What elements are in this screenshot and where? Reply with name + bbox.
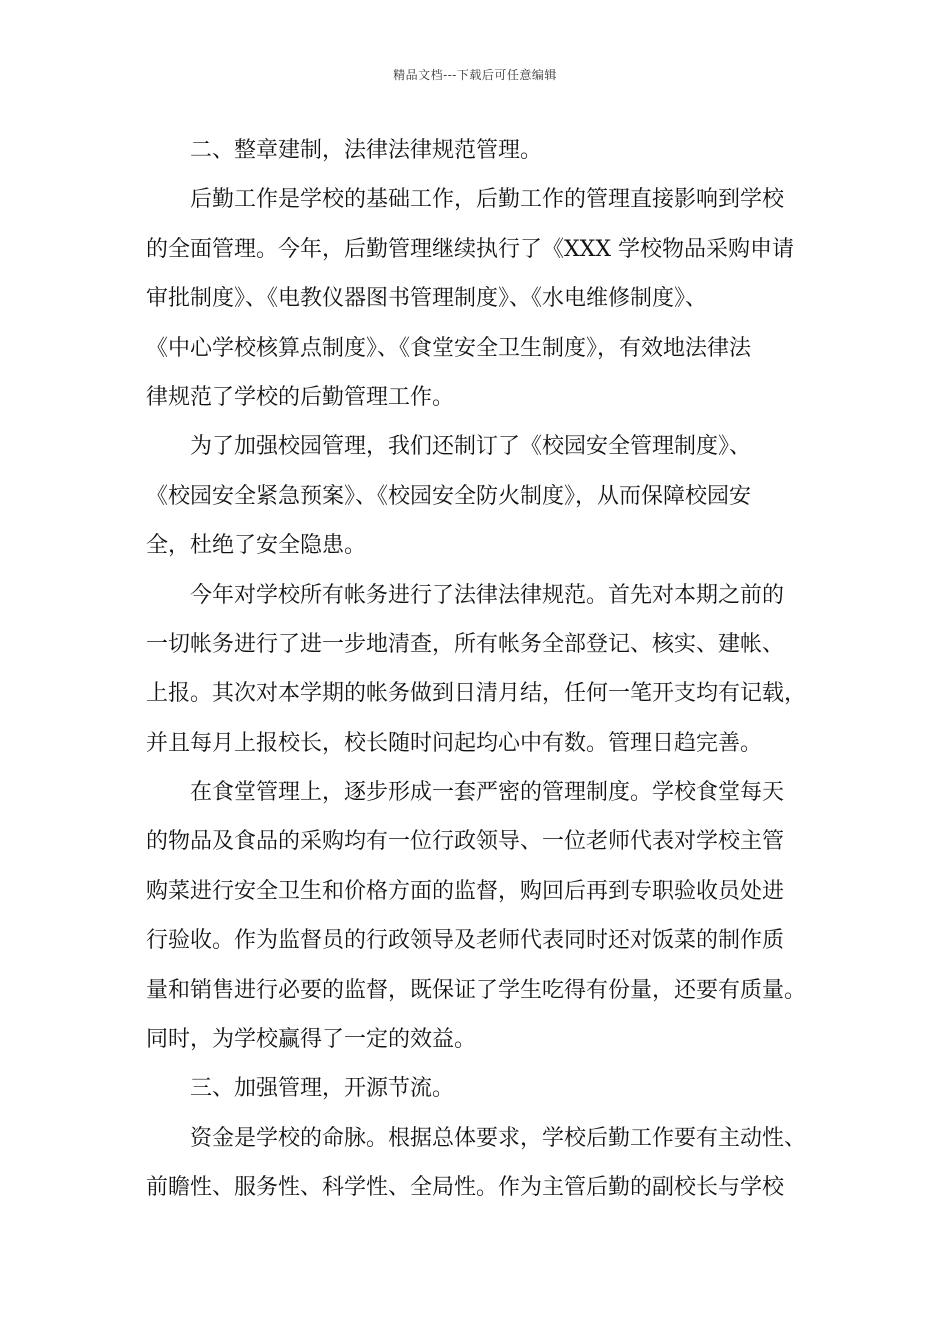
- text-line: 后勤工作是学校的基础工作，后勤工作的管理直接影响到学校: [190, 187, 785, 213]
- text-line: 今年对学校所有帐务进行了法律法律规范。首先对本期之前的: [190, 582, 785, 608]
- text-line: 在食堂管理上，逐步形成一套严密的管理制度。学校食堂每天: [190, 780, 785, 806]
- text-line: 《校园安全紧急预案》、《校园安全防火制度》，从而保障校园安: [146, 483, 752, 509]
- text-line: 《中心学校核算点制度》、《食堂安全卫生制度》，有效地法律法: [146, 335, 752, 361]
- text-line: 购菜进行安全卫生和价格方面的监督，购回后再到专职验收员处进: [146, 878, 785, 904]
- text-line: 行验收。作为监督员的行政领导及老师代表同时还对饭菜的制作质: [146, 928, 785, 954]
- text-line: 并且每月上报校长，校长随时问起均心中有数。管理日趋完善。: [146, 730, 763, 756]
- text-line: 全，杜绝了安全隐患。: [146, 533, 367, 559]
- header-note: 精品文档---下载后可任意编辑: [393, 68, 557, 82]
- text-line: 为了加强校园管理，我们还制订了《校园安全管理制度》、: [190, 434, 752, 460]
- text-line: 审批制度》、《电教仪器图书管理制度》、《水电维修制度》、: [146, 286, 708, 312]
- text-line: 资金是学校的命脉。根据总体要求，学校后勤工作要有主动性、: [190, 1125, 807, 1151]
- document-body: [146, 126, 826, 1213]
- text-line: 上报。其次对本学期的帐务做到日清月结，任何一笔开支均有记载，: [146, 681, 807, 707]
- section-heading: 二、整章建制，法律法律规范管理。: [190, 138, 543, 163]
- section-heading: 三、加强管理，开源节流。: [190, 1076, 455, 1102]
- text-line: 量和销售进行必要的监督，既保证了学生吃得有份量，还要有质量。: [146, 977, 807, 1003]
- text-line: 同时，为学校赢得了一定的效益。: [146, 1027, 477, 1053]
- text-line: 的物品及食品的采购均有一位行政领导、一位老师代表对学校主管: [146, 829, 785, 855]
- text-line: 的全面管理。今年，后勤管理继续执行了《XXX 学校物品采购申请: [146, 236, 794, 262]
- text-line: 一切帐务进行了进一步地清查，所有帐务全部登记、核实、建帐、: [146, 631, 785, 657]
- text-line: 前瞻性、服务性、科学性、全局性。作为主管后勤的副校长与学校: [146, 1175, 785, 1201]
- text-line: 律规范了学校的后勤管理工作。: [146, 384, 455, 410]
